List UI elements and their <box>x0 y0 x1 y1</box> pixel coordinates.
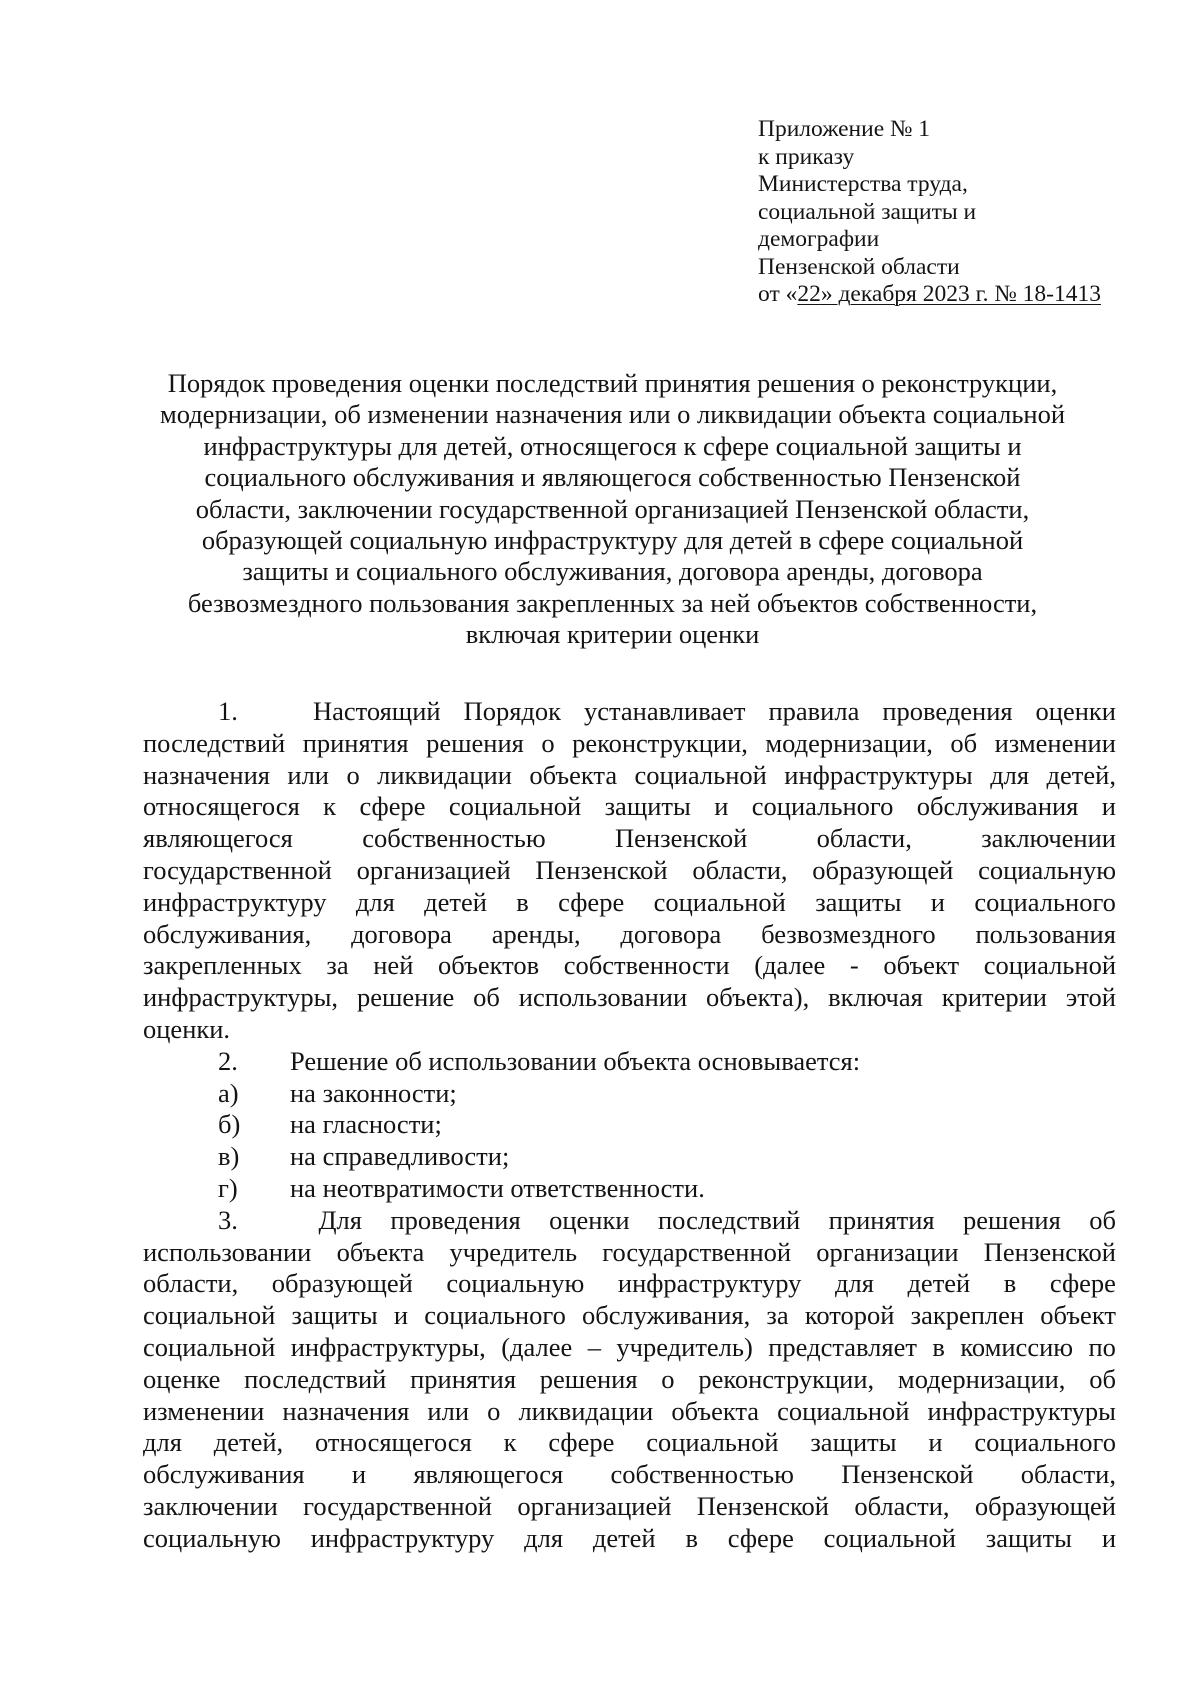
word: модернизации, <box>897 1363 1066 1394</box>
word: социальную <box>978 855 1116 885</box>
word: детей, <box>213 1427 284 1458</box>
word: правила <box>768 696 860 726</box>
word: защиты <box>985 1522 1072 1553</box>
word: аренды, <box>491 918 581 949</box>
word: модернизации, <box>765 727 933 758</box>
word: учредитель <box>449 1236 578 1267</box>
word: государственной <box>602 1236 792 1267</box>
approval-line: Приложение № 1 <box>758 116 931 142</box>
word: социальной <box>983 950 1116 981</box>
word: которой <box>804 1300 895 1331</box>
approval-line: Министерства труда, <box>758 171 968 197</box>
word: проведения <box>882 696 1013 726</box>
paragraph3-line <box>143 1426 1116 1458</box>
word: относящегося <box>143 791 300 822</box>
word: социального <box>751 791 894 822</box>
word: к <box>323 791 337 822</box>
word: принятия <box>828 1204 935 1235</box>
word: проведения <box>390 1204 521 1235</box>
paragraph1-line <box>143 981 1116 1013</box>
word: в <box>516 886 529 917</box>
word: использовании <box>143 1236 312 1267</box>
word: решения <box>426 727 524 758</box>
word: или <box>287 759 329 790</box>
paragraph1-line <box>143 886 1116 918</box>
word: социальной <box>448 791 582 822</box>
enum-marker: б) <box>218 1109 241 1140</box>
word: – <box>587 1332 601 1362</box>
paragraph3-line <box>143 1522 1116 1554</box>
paragraph3-line <box>143 1236 1116 1268</box>
word: договора <box>351 918 452 949</box>
word: и <box>714 791 729 822</box>
word: (далее <box>501 1332 573 1362</box>
approval-block <box>758 116 1158 309</box>
word: социальную <box>446 1268 585 1299</box>
paragraph1-line <box>143 854 1116 886</box>
word: Пензенской <box>696 1491 829 1521</box>
word: объекта <box>336 1236 425 1267</box>
word: объект <box>1040 1300 1116 1331</box>
paragraph-first-line <box>218 695 1116 727</box>
enum-text: на неотвратимости ответственности. <box>290 1173 705 1203</box>
word: последствий <box>143 727 286 758</box>
word: за <box>766 1300 789 1331</box>
approval-line: к приказу <box>758 143 855 170</box>
word: и <box>393 1300 409 1331</box>
paragraph-number: 3. <box>218 1204 238 1235</box>
word: Настоящий <box>312 696 441 726</box>
word: сфере <box>558 886 625 917</box>
word: являющегося <box>413 1459 564 1490</box>
word: и <box>1101 791 1116 822</box>
word: защиты <box>604 791 691 822</box>
word: ликвидации <box>377 759 512 790</box>
word: решения <box>539 1363 638 1394</box>
word: и <box>1101 1522 1116 1553</box>
enum-marker: г) <box>218 1173 238 1203</box>
word: Пензенской <box>615 823 748 854</box>
word: инфраструктуру <box>143 886 327 917</box>
title-line: области, заключении государственной организацией Пензенской области, <box>195 493 1030 524</box>
word: являющегося <box>143 823 293 854</box>
word: инфраструктуру <box>310 1522 495 1553</box>
word: решение <box>356 982 455 1013</box>
word: о <box>346 759 360 790</box>
word: к <box>503 1427 517 1458</box>
word: социального <box>974 886 1116 917</box>
word: последствий <box>244 1363 387 1394</box>
word: собственностью <box>610 1459 794 1490</box>
approval-date-prefix: от « <box>758 281 798 307</box>
word: за <box>326 950 349 981</box>
word: Порядок <box>463 696 562 726</box>
approval-date-rest: » декабря 2023 г. № 18-1413 <box>820 281 1101 307</box>
word: последствий <box>658 1204 801 1235</box>
word: государственной <box>143 855 332 885</box>
word: этой <box>1065 982 1116 1013</box>
word: Пензенской <box>841 1459 974 1490</box>
word: о <box>541 727 555 758</box>
word: социального <box>974 1427 1116 1458</box>
word: представляет <box>768 1332 917 1362</box>
approval-line: демографии <box>758 226 880 252</box>
word: обслуживания, <box>143 918 312 949</box>
title-line: Порядок проведения оценки последствий принятия решения о реконструкции, <box>167 368 1058 398</box>
word: о <box>487 1395 501 1426</box>
word: принятия <box>302 727 409 758</box>
word: назначения <box>282 1395 410 1426</box>
word: комиссию <box>960 1332 1074 1362</box>
word: изменении <box>143 1395 265 1426</box>
paragraph1-line <box>143 918 1116 950</box>
word: или <box>427 1395 470 1426</box>
paragraph1-last-line: оценки. <box>143 1014 231 1044</box>
paragraph3-line <box>143 1363 1116 1395</box>
word: государственной <box>303 1491 492 1521</box>
word: по <box>1088 1332 1116 1362</box>
document-title <box>130 368 1095 651</box>
word: области, <box>1020 1459 1116 1490</box>
word: об <box>950 727 978 758</box>
word: критерии <box>941 982 1047 1013</box>
word: ликвидации <box>518 1395 654 1426</box>
word: социальной <box>777 1395 910 1426</box>
enum-marker: а) <box>218 1077 239 1108</box>
word: оценки <box>1035 696 1116 726</box>
word: области, <box>854 1491 950 1521</box>
title-line: инфраструктуры для детей, относящегося к сфере социальной защиты и <box>203 430 1022 461</box>
word: изменении <box>994 727 1116 758</box>
word: об <box>473 982 500 1013</box>
word: социального <box>424 1300 566 1331</box>
word: образующей <box>974 1491 1116 1521</box>
word: закреплен <box>910 1300 1025 1331</box>
word: принятия <box>410 1363 517 1394</box>
word: социальной <box>653 886 786 917</box>
enum-text: на гласности; <box>290 1109 442 1140</box>
paragraph3-line <box>143 1458 1116 1490</box>
word: об <box>1089 1204 1116 1235</box>
paragraph-number: 1. <box>218 696 238 726</box>
word: детей <box>907 1268 971 1299</box>
word: и <box>930 886 945 917</box>
word: образующей <box>812 855 954 885</box>
paragraph3-line <box>143 1331 1116 1363</box>
word: для <box>355 886 395 917</box>
word: собственности <box>563 950 730 981</box>
word: устанавливает <box>584 696 746 726</box>
word: социальной <box>143 1332 276 1362</box>
word: (далее <box>754 950 826 981</box>
enum-text: на законности; <box>290 1077 457 1108</box>
word: организации <box>816 1236 959 1267</box>
word: области, <box>816 823 912 854</box>
word: договора <box>620 918 722 949</box>
word: реконструкции, <box>698 1363 875 1394</box>
word: для <box>524 1522 564 1553</box>
approval-date-underlined <box>797 281 1101 307</box>
word: организацией <box>517 1491 672 1521</box>
word: организацией <box>356 855 511 885</box>
title-line: включая критерии оценки <box>465 619 760 650</box>
word: Пензенской <box>535 855 668 885</box>
word: социальную <box>143 1522 281 1553</box>
approval-date-day: 22 <box>797 281 821 307</box>
word: безвозмездного <box>761 918 936 949</box>
word: включая <box>828 982 923 1013</box>
word: области, <box>143 1268 239 1299</box>
enum-marker: 2. <box>218 1045 238 1076</box>
word: детей <box>424 886 487 917</box>
word: инфраструктуру <box>617 1268 802 1299</box>
paragraph-first-line <box>218 1204 1116 1236</box>
enum-text: на справедливости; <box>290 1141 510 1172</box>
paragraph1-line <box>143 949 1116 981</box>
word: социальной <box>143 1300 276 1331</box>
word: оценки <box>549 1204 630 1235</box>
word: относящегося <box>315 1427 472 1458</box>
word: оценке <box>143 1363 221 1394</box>
title-line: образующей социальную инфраструктуру для детей в сфере социальной <box>201 525 1024 556</box>
paragraph1-line <box>143 727 1116 759</box>
word: заключении <box>143 1491 278 1521</box>
word: области, <box>692 855 788 885</box>
word: образующей <box>271 1268 413 1299</box>
title-line: безвозмездного пользования закрепленных за ней объектов собственности, <box>187 587 1038 618</box>
word: социальной <box>823 1522 956 1553</box>
word: сфере <box>727 1522 794 1553</box>
approval-line: Пензенской области <box>758 253 960 280</box>
word: обслуживания, <box>582 1300 751 1331</box>
word: учредитель) <box>616 1332 753 1362</box>
word: объект <box>883 950 960 981</box>
paragraph3-line <box>143 1267 1116 1299</box>
title-line: модернизации, об изменении назначения или о ликвидации объекта социальной <box>159 399 1066 430</box>
word: в <box>685 1522 698 1553</box>
word: защиты <box>815 886 902 917</box>
word: в <box>932 1332 945 1362</box>
word: детей <box>592 1522 656 1553</box>
word: обслуживания <box>143 1459 305 1490</box>
word: объектов <box>438 950 540 981</box>
word: заключении <box>981 823 1116 854</box>
word: объекта), <box>706 982 810 1013</box>
approval-date-line <box>758 281 1158 309</box>
word: Для <box>318 1204 362 1235</box>
word: для <box>143 1427 182 1458</box>
word: детей, <box>1046 759 1116 790</box>
word: собственностью <box>362 823 546 854</box>
word: объекта <box>671 1395 760 1426</box>
word: - <box>849 950 859 981</box>
paragraph3-line <box>143 1490 1116 1522</box>
word: реконструкции, <box>572 727 748 758</box>
word: и <box>928 1427 943 1458</box>
word: использовании <box>518 982 688 1013</box>
word: инфраструктуры, <box>290 1332 486 1362</box>
word: об <box>1089 1363 1116 1394</box>
word: решения <box>963 1204 1061 1235</box>
paragraph1-line <box>143 822 1116 854</box>
word: закрепленных <box>143 950 302 981</box>
title-line: социального обслуживания и являющегося собственностью Пензенской <box>204 462 1021 493</box>
word: и <box>351 1459 367 1490</box>
word: сфере <box>359 791 426 822</box>
word: для <box>834 1268 874 1299</box>
paragraph1-line <box>143 759 1116 791</box>
word: назначения <box>143 759 270 790</box>
paragraph3-line <box>143 1395 1116 1427</box>
enum-text: Решение об использовании объекта основывается: <box>290 1045 861 1076</box>
word: для <box>990 759 1030 790</box>
word: объекта <box>529 759 618 790</box>
word: защиты <box>291 1300 378 1331</box>
word: социальной <box>634 759 767 790</box>
word: ней <box>373 950 414 981</box>
paragraph3-line <box>143 1299 1116 1331</box>
word: обслуживания <box>916 791 1079 822</box>
enum-marker: в) <box>218 1141 240 1172</box>
word: инфраструктуры, <box>143 982 339 1013</box>
word: инфраструктуры <box>784 759 973 790</box>
approval-line: социальной защиты и <box>758 198 977 225</box>
word: инфраструктуры <box>927 1395 1116 1426</box>
paragraph1-line <box>143 790 1116 822</box>
word: сфере <box>1049 1268 1116 1299</box>
word: о <box>661 1363 675 1394</box>
word: в <box>1003 1268 1017 1299</box>
word: сфере <box>548 1427 615 1458</box>
word: Пензенской <box>983 1236 1116 1267</box>
title-line: защиты и социального обслуживания, договора аренды, договора <box>242 556 983 587</box>
word: пользования <box>975 918 1116 949</box>
word: защиты <box>810 1427 897 1458</box>
word: социальной <box>646 1427 779 1458</box>
